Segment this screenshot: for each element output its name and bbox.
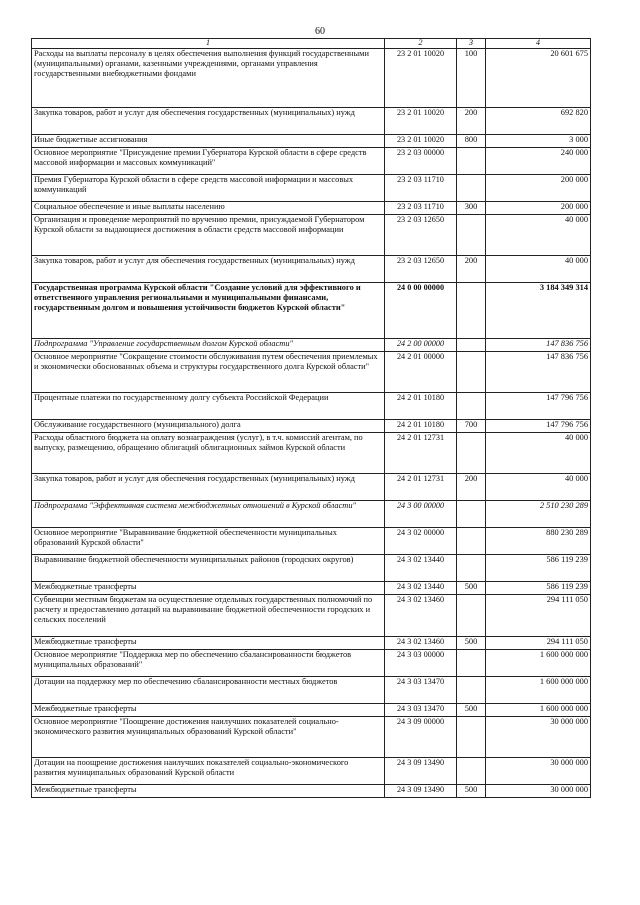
- column-number-4: 4: [486, 39, 591, 49]
- table-row: [32, 148, 591, 175]
- row-sum: 586 119 239: [486, 582, 591, 595]
- row-name: Расходы областного бюджета на оплату вознаграждения (услуг), в т.ч. комиссий агентам, по выпуску, размещению, обращению облигаций облигационных займов Курской области: [32, 433, 385, 474]
- row-sum: 1 600 000 000: [486, 650, 591, 677]
- row-name: Межбюджетные трансферты: [32, 785, 385, 798]
- row-sum: 147 796 756: [486, 393, 591, 420]
- row-code: 24 3 09 13490: [385, 758, 457, 785]
- row-sum: 586 119 239: [486, 555, 591, 582]
- row-expense-type: [457, 555, 486, 582]
- row-sum: 147 836 756: [486, 352, 591, 393]
- row-sum: 294 111 050: [486, 637, 591, 650]
- row-code: 24 3 03 13470: [385, 704, 457, 717]
- row-name: Межбюджетные трансферты: [32, 637, 385, 650]
- table-row: [32, 352, 591, 393]
- table-row: [32, 135, 591, 148]
- table-row: [32, 215, 591, 256]
- row-name: Основное мероприятие "Поддержка мер по обеспечению сбалансированности бюджетов муниципальных образований": [32, 650, 385, 677]
- row-expense-type: [457, 393, 486, 420]
- table-row: [32, 785, 591, 798]
- row-name: Субвенции местным бюджетам на осуществление отдельных государственных полномочий по расчету и предоставлению дотаций на выравнивание бюджетной обеспеченности городских и сельских поселений: [32, 595, 385, 637]
- row-sum: 20 601 675: [486, 49, 591, 108]
- table-row: [32, 108, 591, 135]
- table-row: [32, 637, 591, 650]
- row-name: Государственная программа Курской области "Создание условий для эффективного и ответственного управления региональными и муниципальными финансами, государственным долгом и повышения устойчивости бюджетов Курской области": [32, 283, 385, 339]
- row-name: Основное мероприятие "Сокращение стоимости обслуживания путем обеспечения приемлемых и экономически обоснованных объема и структуры государственного долга Курской области": [32, 352, 385, 393]
- row-sum: 240 000: [486, 148, 591, 175]
- row-name: Закупка товаров, работ и услуг для обеспечения государственных (муниципальных) нужд: [32, 474, 385, 501]
- row-name: Основное мероприятие "Присуждение премии Губернатора Курской области в сфере средств массовой информации и массовых коммуникаций": [32, 148, 385, 175]
- table-row: [32, 175, 591, 202]
- row-expense-type: 100: [457, 49, 486, 108]
- row-code: 23 2 01 10020: [385, 49, 457, 108]
- row-sum: 200 000: [486, 202, 591, 215]
- row-sum: 40 000: [486, 433, 591, 474]
- row-sum: 147 836 756: [486, 339, 591, 352]
- row-name: Межбюджетные трансферты: [32, 582, 385, 595]
- budget-table: [31, 38, 591, 798]
- row-name: Закупка товаров, работ и услуг для обеспечения государственных (муниципальных) нужд: [32, 256, 385, 283]
- row-expense-type: [457, 283, 486, 339]
- row-expense-type: [457, 595, 486, 637]
- table-row: [32, 393, 591, 420]
- column-number-row: [32, 39, 591, 49]
- table-row: [32, 758, 591, 785]
- table-row-program: [32, 283, 591, 339]
- row-expense-type: 200: [457, 256, 486, 283]
- table-row-subprogram: [32, 501, 591, 528]
- row-sum: 3 000: [486, 135, 591, 148]
- table-row: [32, 202, 591, 215]
- row-sum: 40 000: [486, 474, 591, 501]
- table-row: [32, 677, 591, 704]
- row-sum: 3 184 349 314: [486, 283, 591, 339]
- row-name: Выравнивание бюджетной обеспеченности муниципальных районов (городских округов): [32, 555, 385, 582]
- row-code: 24 2 01 10180: [385, 393, 457, 420]
- row-expense-type: [457, 148, 486, 175]
- row-code: 24 3 02 13460: [385, 595, 457, 637]
- row-sum: 40 000: [486, 256, 591, 283]
- row-expense-type: [457, 501, 486, 528]
- row-expense-type: [457, 717, 486, 758]
- row-code: 24 0 00 00000: [385, 283, 457, 339]
- row-name: Премия Губернатора Курской области в сфере средств массовой информации и массовых коммуникаций: [32, 175, 385, 202]
- row-sum: 30 000 000: [486, 717, 591, 758]
- row-sum: 2 510 230 289: [486, 501, 591, 528]
- row-code: 23 2 03 00000: [385, 148, 457, 175]
- column-number-1: 1: [32, 39, 385, 49]
- row-name: Закупка товаров, работ и услуг для обеспечения государственных (муниципальных) нужд: [32, 108, 385, 135]
- row-code: 24 3 02 00000: [385, 528, 457, 555]
- row-sum: 294 111 050: [486, 595, 591, 637]
- table-row-subprogram: [32, 339, 591, 352]
- table-row: [32, 717, 591, 758]
- row-expense-type: [457, 339, 486, 352]
- table-row: [32, 256, 591, 283]
- row-code: 24 3 00 00000: [385, 501, 457, 528]
- row-expense-type: 500: [457, 637, 486, 650]
- row-code: 23 2 03 11710: [385, 175, 457, 202]
- table-row: [32, 49, 591, 108]
- row-code: 24 2 01 12731: [385, 433, 457, 474]
- row-name: Основное мероприятие "Выравнивание бюджетной обеспеченности муниципальных образований Курской области": [32, 528, 385, 555]
- row-sum: 147 796 756: [486, 420, 591, 433]
- row-code: 24 2 00 00000: [385, 339, 457, 352]
- row-sum: 1 600 000 000: [486, 677, 591, 704]
- table-row: [32, 595, 591, 637]
- table-row: [32, 555, 591, 582]
- row-name: Расходы на выплаты персоналу в целях обеспечения выполнения функций государственными (муниципальными) органами, казенными учреждениями, органами управления государственными внебюджетными фондами: [32, 49, 385, 108]
- column-number-2: 2: [385, 39, 457, 49]
- row-expense-type: [457, 352, 486, 393]
- row-code: 24 3 03 00000: [385, 650, 457, 677]
- row-expense-type: 800: [457, 135, 486, 148]
- table-row: [32, 650, 591, 677]
- row-expense-type: [457, 650, 486, 677]
- row-code: 24 2 01 00000: [385, 352, 457, 393]
- row-sum: 1 600 000 000: [486, 704, 591, 717]
- row-sum: 880 230 289: [486, 528, 591, 555]
- row-code: 23 2 01 10020: [385, 135, 457, 148]
- row-code: 24 3 02 13440: [385, 582, 457, 595]
- row-sum: 40 000: [486, 215, 591, 256]
- row-expense-type: 700: [457, 420, 486, 433]
- row-expense-type: [457, 758, 486, 785]
- column-number-3: 3: [457, 39, 486, 49]
- row-expense-type: 500: [457, 785, 486, 798]
- row-code: 24 3 02 13440: [385, 555, 457, 582]
- row-name: Подпрограмма "Управление государственным долгом Курской области": [32, 339, 385, 352]
- table-row: [32, 474, 591, 501]
- row-name: Социальное обеспечение и иные выплаты населению: [32, 202, 385, 215]
- row-code: 23 2 03 12650: [385, 256, 457, 283]
- table-row: [32, 582, 591, 595]
- row-expense-type: [457, 433, 486, 474]
- row-sum: 30 000 000: [486, 785, 591, 798]
- row-expense-type: 200: [457, 108, 486, 135]
- row-expense-type: 300: [457, 202, 486, 215]
- row-code: 23 2 03 12650: [385, 215, 457, 256]
- row-expense-type: [457, 175, 486, 202]
- page-number: 60: [315, 26, 325, 37]
- table-row: [32, 528, 591, 555]
- row-expense-type: 500: [457, 582, 486, 595]
- table-row: [32, 433, 591, 474]
- row-expense-type: [457, 677, 486, 704]
- table-row: [32, 420, 591, 433]
- row-code: 24 2 01 12731: [385, 474, 457, 501]
- row-code: 23 2 01 10020: [385, 108, 457, 135]
- row-expense-type: [457, 528, 486, 555]
- row-expense-type: 500: [457, 704, 486, 717]
- row-sum: 30 000 000: [486, 758, 591, 785]
- row-name: Процентные платежи по государственному долгу субъекта Российской Федерации: [32, 393, 385, 420]
- row-code: 24 3 09 13490: [385, 785, 457, 798]
- row-name: Организация и проведение мероприятий по вручению премии, присуждаемой Губернатором Курской области за выдающиеся достижения в области средств массовой информации: [32, 215, 385, 256]
- row-sum: 692 820: [486, 108, 591, 135]
- row-expense-type: 200: [457, 474, 486, 501]
- row-code: 24 3 02 13460: [385, 637, 457, 650]
- row-code: 24 3 03 13470: [385, 677, 457, 704]
- row-code: 23 2 03 11710: [385, 202, 457, 215]
- row-name: Основное мероприятие "Поощрение достижения наилучших показателей социально-экономического развития муниципальных образований Курской области": [32, 717, 385, 758]
- row-code: 24 2 01 10180: [385, 420, 457, 433]
- row-name: Подпрограмма "Эффективная система межбюджетных отношений в Курской области": [32, 501, 385, 528]
- row-name: Межбюджетные трансферты: [32, 704, 385, 717]
- row-name: Обслуживание государственного (муниципального) долга: [32, 420, 385, 433]
- row-sum: 200 000: [486, 175, 591, 202]
- row-code: 24 3 09 00000: [385, 717, 457, 758]
- row-name: Дотации на поддержку мер по обеспечению сбалансированности местных бюджетов: [32, 677, 385, 704]
- row-name: Дотации на поощрение достижения наилучших показателей социально-экономического развития муниципальных образований Курской области: [32, 758, 385, 785]
- table-row: [32, 704, 591, 717]
- row-expense-type: [457, 215, 486, 256]
- row-name: Иные бюджетные ассигнования: [32, 135, 385, 148]
